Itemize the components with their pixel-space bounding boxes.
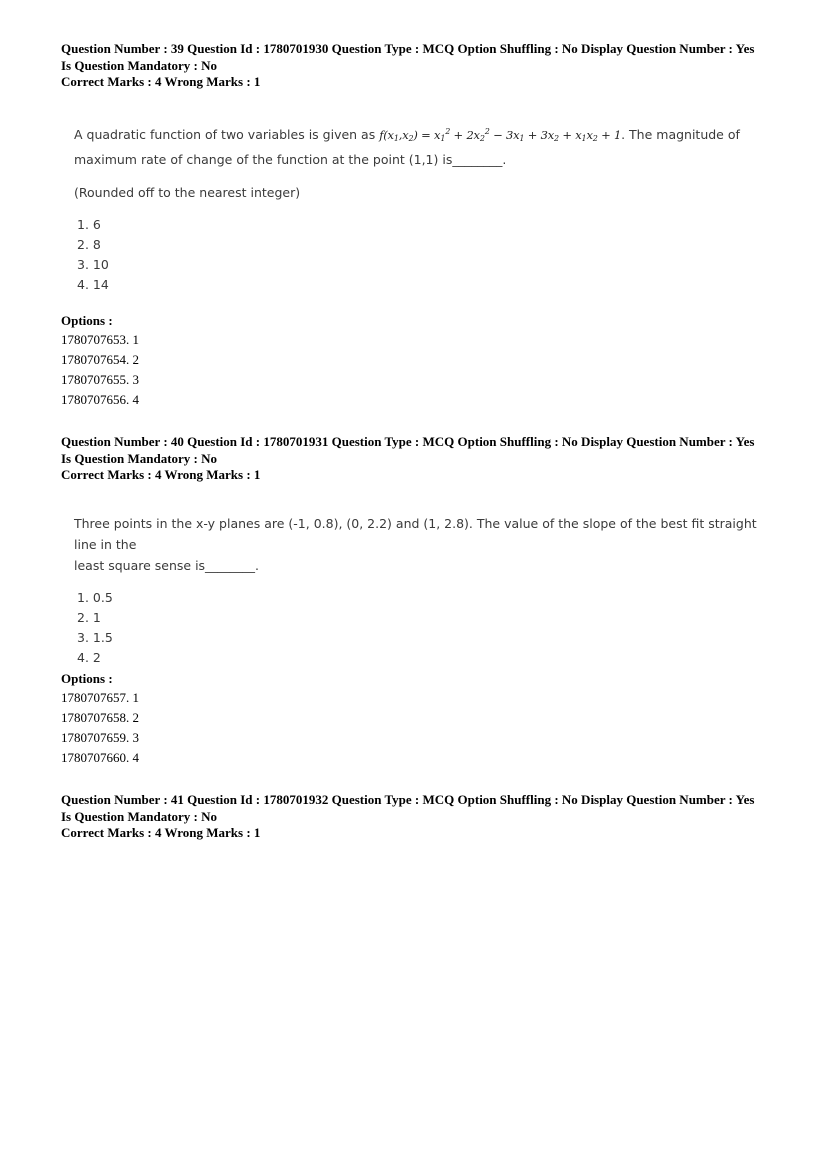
option-item: 1780707658. 2 bbox=[61, 710, 139, 725]
question-40-options bbox=[61, 670, 781, 768]
option-item: 1780707660. 4 bbox=[61, 750, 139, 765]
question-text-start: A quadratic function of two variables is given as bbox=[74, 127, 380, 142]
question-text: Three points in the x-y planes are (-1, 0.8), (0, 2.2) and (1, 2.8). The value of the slope of the best fit straight line in the bbox=[74, 516, 757, 552]
options-title: Options : bbox=[61, 313, 113, 328]
options-list bbox=[61, 330, 781, 410]
question-mandatory-line: Is Question Mandatory : No bbox=[61, 57, 218, 73]
formula-image: $f(x_1,x_2) = x_1^2 + 2x_2^2 - 3x_1 + 3x_2 + x_1x_2 + 1$ bbox=[379, 127, 622, 143]
question-39-header bbox=[61, 41, 781, 91]
question-meta-line: Question Number : 41 Question Id : 1780701932 Question Type : MCQ Option Shuffling : No Display Question Number : Yes bbox=[61, 792, 755, 807]
choice-item: 2. 1 bbox=[77, 610, 101, 625]
options-list bbox=[61, 688, 781, 768]
question-marks-line: Correct Marks : 4 Wrong Marks : 1 bbox=[61, 825, 261, 840]
choice-item: 2. 8 bbox=[77, 237, 101, 252]
choice-item: 4. 14 bbox=[77, 277, 109, 292]
question-meta-line: Question Number : 39 Question Id : 1780701930 Question Type : MCQ Option Shuffling : No Display Question Number : Yes bbox=[61, 41, 755, 56]
choice-item: 4. 2 bbox=[77, 650, 101, 665]
choice-list bbox=[74, 215, 774, 295]
question-40-header bbox=[61, 434, 781, 484]
question-41-header bbox=[61, 792, 781, 842]
question-text-line2: least square sense is________. bbox=[74, 558, 260, 573]
question-meta-line: Question Number : 40 Question Id : 1780701931 Question Type : MCQ Option Shuffling : No Display Question Number : Yes bbox=[61, 434, 755, 449]
question-text-end: . The magnitude of bbox=[621, 127, 740, 142]
option-item: 1780707659. 3 bbox=[61, 730, 139, 745]
options-title: Options : bbox=[61, 671, 113, 686]
question-39-options bbox=[61, 312, 781, 410]
question-marks-line: Correct Marks : 4 Wrong Marks : 1 bbox=[61, 467, 261, 482]
question-text-line2: maximum rate of change of the function at the point (1,1) is________. bbox=[74, 152, 507, 167]
question-39-body bbox=[74, 121, 774, 295]
question-mandatory-line: Is Question Mandatory : No bbox=[61, 450, 218, 466]
question-note: (Rounded off to the nearest integer) bbox=[74, 185, 301, 200]
question-text bbox=[74, 121, 774, 149]
option-item: 1780707654. 2 bbox=[61, 352, 139, 367]
choice-item: 1. 6 bbox=[77, 217, 101, 232]
question-marks-line: Correct Marks : 4 Wrong Marks : 1 bbox=[61, 74, 261, 89]
choice-item: 3. 1.5 bbox=[77, 630, 113, 645]
choice-list bbox=[74, 588, 774, 668]
option-item: 1780707653. 1 bbox=[61, 332, 139, 347]
option-item: 1780707656. 4 bbox=[61, 392, 139, 407]
choice-item: 1. 0.5 bbox=[77, 590, 113, 605]
option-item: 1780707655. 3 bbox=[61, 372, 139, 387]
choice-item: 3. 10 bbox=[77, 257, 109, 272]
question-mandatory-line: Is Question Mandatory : No bbox=[61, 808, 218, 824]
question-40-body bbox=[74, 513, 774, 668]
option-item: 1780707657. 1 bbox=[61, 690, 139, 705]
